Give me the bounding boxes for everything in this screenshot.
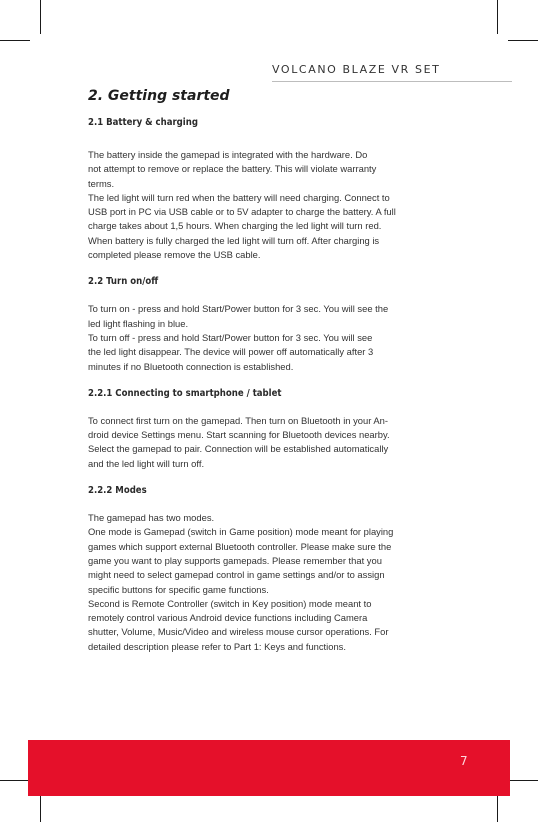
subsection-heading-connecting: 2.2.1 Connecting to smartphone / tablet (88, 387, 282, 399)
crop-mark-top-left (40, 0, 41, 34)
crop-mark-top-right (508, 40, 538, 41)
paragraph-battery: The battery inside the gamepad is integrated with the hardware. Do not attempt to remove or replace the battery. This will violate warranty terms. The led light will turn red when the battery will need charging. Connect to USB port in PC via USB cable or to 5V adapter to charge the battery. A full charge takes about 1,5 hours. When charging the led light will turn red. When battery is fully charged the led light will turn off. After charging is completed please remove the USB cable. (88, 149, 396, 261)
header-divider (272, 81, 512, 82)
paragraph-modes: The gamepad has two modes. One mode is Gamepad (switch in Game position) mode meant for playing games which support external Bluetooth controller. Please make sure the game you want to play supports gamepads. Please remember that you might need to select gamepad control in game settings and/or to assign specific buttons for specific game functions. Second is Remote Controller (switch in Key position) mode meant to remotely control various Android device functions including Camera shutter, Volume, Music/Video and wireless mouse cursor operations. For detailed description please refer to Part 1: Keys and functions. (88, 512, 394, 652)
paragraph-turn-on-off: To turn on - press and hold Start/Power button for 3 sec. You will see the led light flashing in blue. To turn off - press and hold Start/Power button for 3 sec. You will see the led light disappear. The device will power off automatically after 3 minutes if no Bluetooth connection is established. (88, 303, 389, 372)
subsection-heading-modes: 2.2.2 Modes (88, 485, 147, 497)
subsection-heading-battery: 2.1 Battery & charging (88, 117, 198, 128)
running-header: VOLCANO BLAZE VR SET (272, 63, 441, 76)
page-content (88, 86, 454, 654)
crop-mark-top-left (0, 40, 30, 41)
crop-mark-bottom-left (0, 780, 30, 781)
subsection-heading-turn-on-off: 2.2 Turn on/off (88, 276, 159, 288)
crop-mark-bottom-right (508, 780, 538, 781)
paragraph-connecting: To connect first turn on the gamepad. Then turn on Bluetooth in your An- droid device Settings menu. Start scanning for Bluetooth devices nearby. Select the gamepad to pair. Connection will be established automatically and the led light will turn off. (88, 414, 390, 469)
crop-mark-top-right (497, 0, 498, 34)
section-title: 2. Getting started (88, 88, 230, 104)
footer-band (28, 740, 510, 796)
page-number: 7 (460, 754, 468, 768)
